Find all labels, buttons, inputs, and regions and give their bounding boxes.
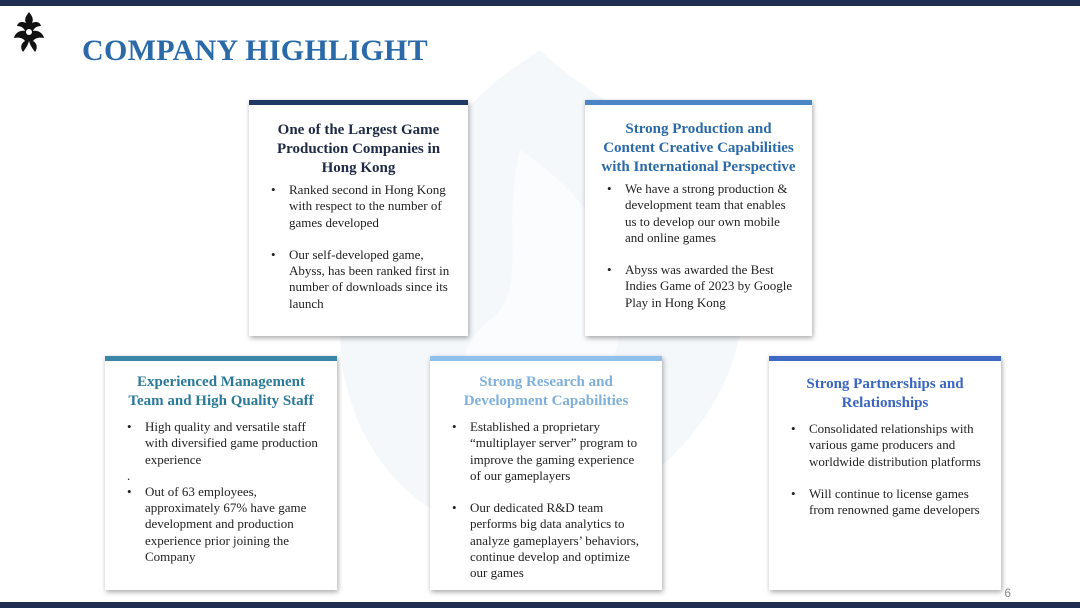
card-title: Strong Production and Content Creative Capabilities with International Perspective: [601, 121, 796, 175]
highlight-card-management-team: [105, 356, 337, 590]
card-title: One of the Largest Game Production Companies in Hong Kong: [276, 122, 441, 176]
card-bullet: • Abyss was awarded the Best Indies Game of 2023 by Google Play in Hong Kong: [599, 262, 798, 311]
card-bullet-list: [783, 421, 987, 518]
card-bullet-list: [263, 182, 454, 312]
page-number: 6: [1004, 586, 1011, 600]
card-accent-bar: [249, 100, 468, 105]
card-bullet: • We have a strong production & development team that enables us to develop our own mobile and online games: [599, 181, 798, 246]
card-bullet: • Our self-developed game, Abyss, has been ranked first in number of downloads since its launch: [263, 247, 454, 312]
stray-period-mark: .: [127, 467, 131, 483]
card-bullet-list: [119, 419, 323, 468]
card-bullet: • High quality and versatile staff with diversified game production experience: [119, 419, 323, 468]
card-title: Experienced Management Team and High Quality Staff: [128, 374, 314, 409]
bottom-border-bar: [0, 602, 1080, 608]
card-bullet: • Will continue to license games from renowned game developers: [783, 486, 987, 519]
card-accent-bar: [769, 356, 1001, 361]
highlight-card-production-capabilities: [585, 100, 812, 336]
card-bullet-list: [119, 484, 323, 565]
slide-title: COMPANY HIGHLIGHT: [82, 34, 428, 67]
card-bullet-list: [599, 181, 798, 311]
highlight-card-research-development: [430, 356, 662, 590]
highlight-card-partnerships: [769, 356, 1001, 590]
card-accent-bar: [430, 356, 662, 361]
card-bullet: • Consolidated relationships with various game producers and worldwide distribution platforms: [783, 421, 987, 470]
card-bullet: • Ranked second in Hong Kong with respect to the number of games developed: [263, 182, 454, 231]
card-title: Strong Research and Development Capabilities: [463, 374, 629, 409]
card-bullet: • Our dedicated R&D team performs big data analytics to analyze gameplayers’ behaviors, continue develop and optimize our games: [444, 500, 648, 581]
card-title: Strong Partnerships and Relationships: [806, 376, 964, 411]
card-accent-bar: [105, 356, 337, 361]
top-border-bar: [0, 0, 1080, 6]
card-bullet: • Out of 63 employees, approximately 67% have game development and production experience prior joining the Company: [119, 484, 323, 565]
highlight-card-largest-producer: [249, 100, 468, 336]
card-bullet-list: [444, 419, 648, 582]
card-accent-bar: [585, 100, 812, 105]
card-bullet: • Established a proprietary “multiplayer server” program to improve the gaming experience of our gameplayers: [444, 419, 648, 484]
company-logo: [10, 10, 48, 54]
